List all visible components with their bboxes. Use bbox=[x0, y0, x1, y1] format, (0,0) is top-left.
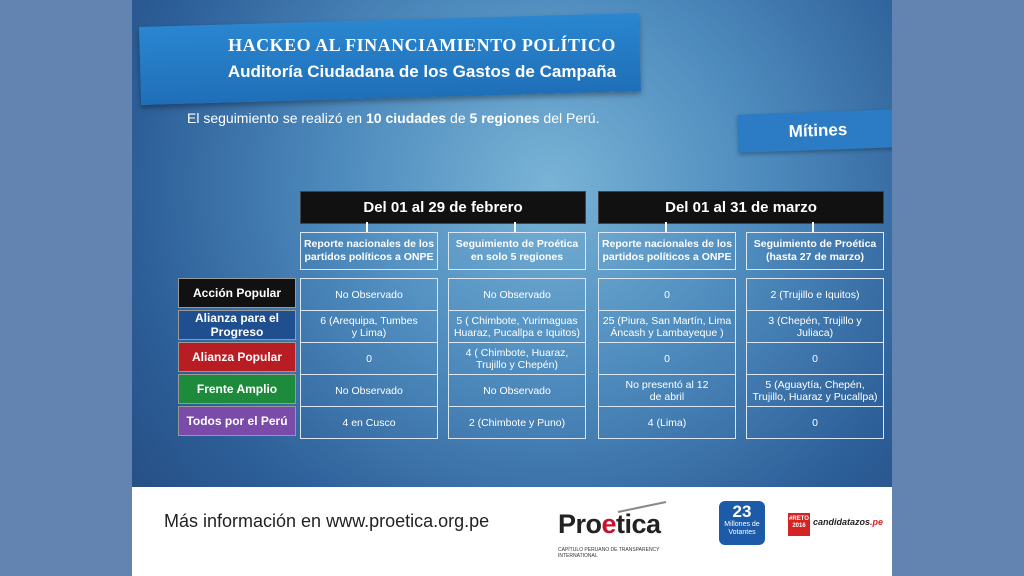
page-subtitle: Auditoría Ciudadana de los Gastos de Campaña bbox=[227, 62, 617, 81]
table-cell: No presentó al 12 de abril bbox=[598, 374, 736, 407]
tracking-prefix: El seguimiento se realizó en bbox=[187, 110, 366, 126]
party-label-alianza-progreso: Alianza para el Progreso bbox=[178, 310, 296, 340]
tracking-note bbox=[187, 110, 599, 126]
table-cell: 4 ( Chimbote, Huaraz, Trujillo y Chepén) bbox=[448, 342, 586, 375]
table-cell: 4 en Cusco bbox=[300, 406, 438, 439]
table-cell: 3 (Chepén, Trujillo y Juliaca) bbox=[746, 310, 884, 343]
table-cell: No Observado bbox=[448, 278, 586, 311]
footer bbox=[132, 487, 892, 576]
table-cell: 25 (Piura, San Martín, Lima Áncash y Lambayeque ) bbox=[598, 310, 736, 343]
table-cell: No Observado bbox=[300, 278, 438, 311]
connector bbox=[514, 222, 516, 232]
table-cell: No Observado bbox=[448, 374, 586, 407]
table-cell: 2 (Trujillo e Iquitos) bbox=[746, 278, 884, 311]
proetica-wordmark bbox=[558, 509, 661, 540]
period-header-march: Del 01 al 31 de marzo bbox=[598, 191, 884, 224]
proetica-tagline: CAPÍTULO PERUANO DE TRANSPARENCY INTERNATIONAL bbox=[558, 547, 660, 559]
connector bbox=[665, 222, 667, 232]
column-header: Reporte nacionales de los partidos políticos a ONPE bbox=[598, 232, 736, 270]
table-cell: 5 ( Chimbote, Yurimaguas Huaraz, Pucallpa e Iquitos) bbox=[448, 310, 586, 343]
party-label-todos-por-el-peru: Todos por el Perú bbox=[178, 406, 296, 436]
logo-part: .pe bbox=[870, 517, 884, 527]
title-banner bbox=[139, 13, 641, 105]
23-millones-logo bbox=[719, 501, 765, 545]
logo-part: tica bbox=[616, 509, 661, 539]
tracking-regions: 5 regiones bbox=[469, 110, 540, 126]
table-cell: No Observado bbox=[300, 374, 438, 407]
table-cell: 0 bbox=[300, 342, 438, 375]
party-label-alianza-popular: Alianza Popular bbox=[178, 342, 296, 372]
reto-2016-logo: #RETO 2016 bbox=[788, 513, 810, 536]
logo-part: e bbox=[601, 509, 617, 539]
section-label: Mítines bbox=[737, 109, 892, 153]
logo-23-number: 23 bbox=[732, 502, 752, 521]
proetica-logo bbox=[558, 501, 670, 561]
table-cell: 2 (Chimbote y Puno) bbox=[448, 406, 586, 439]
connector bbox=[812, 222, 814, 232]
candidatazos-logo bbox=[813, 517, 883, 527]
tracking-suffix: del Perú. bbox=[539, 110, 600, 126]
party-label-accion-popular: Acción Popular bbox=[178, 278, 296, 308]
tracking-cities: 10 ciudades bbox=[366, 110, 447, 126]
table-cell: 0 bbox=[746, 406, 884, 439]
connector bbox=[366, 222, 368, 232]
left-margin bbox=[0, 0, 132, 576]
page-title: HACKEO AL FINANCIAMIENTO POLÍTICO bbox=[228, 35, 616, 55]
tracking-middle: de bbox=[446, 110, 470, 126]
table-cell: 0 bbox=[746, 342, 884, 375]
logo-part: candidatazos bbox=[813, 517, 871, 527]
period-header-february: Del 01 al 29 de febrero bbox=[300, 191, 586, 224]
table-cell: 0 bbox=[598, 278, 736, 311]
right-margin bbox=[892, 0, 1024, 576]
table-cell: 6 (Arequipa, Tumbes y Lima) bbox=[300, 310, 438, 343]
column-header: Seguimiento de Proética en solo 5 regiones bbox=[448, 232, 586, 270]
table-cell: 4 (Lima) bbox=[598, 406, 736, 439]
logo-23-text: Millones de Votantes bbox=[724, 521, 760, 536]
column-header: Reporte nacionales de los partidos políticos a ONPE bbox=[300, 232, 438, 270]
more-info-link[interactable]: Más información en www.proetica.org.pe bbox=[164, 511, 490, 531]
infographic bbox=[132, 0, 892, 576]
party-label-frente-amplio: Frente Amplio bbox=[178, 374, 296, 404]
column-header: Seguimiento de Proética (hasta 27 de marzo) bbox=[746, 232, 884, 270]
table-cell: 5 (Aguaytía, Chepén, Trujillo, Huaraz y Pucallpa) bbox=[746, 374, 884, 407]
table-cell: 0 bbox=[598, 342, 736, 375]
logo-part: Pro bbox=[558, 509, 602, 539]
